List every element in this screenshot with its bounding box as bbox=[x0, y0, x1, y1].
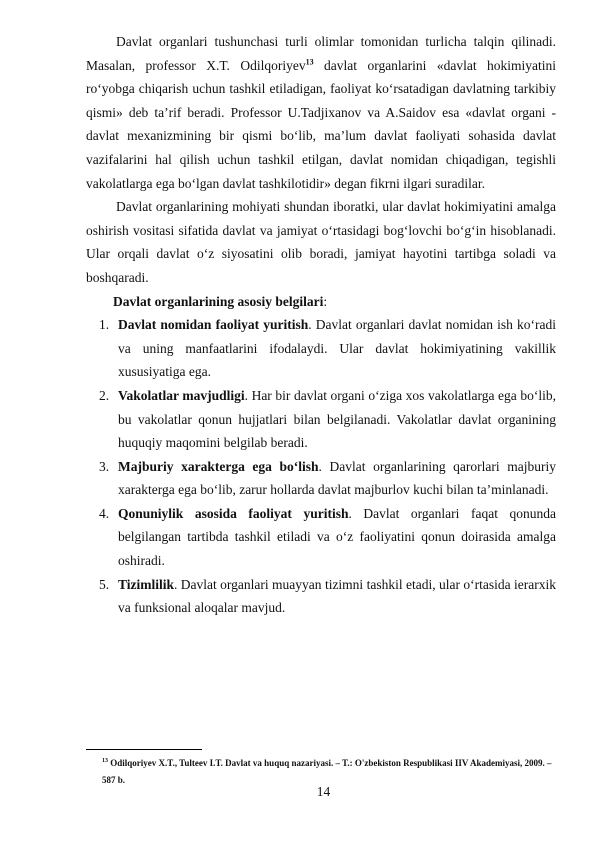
paragraph-essence: Davlat organlarining mohiyati shundan iboratki, ular davlat hokimiyatini amalga oshirish vositasi sifatida davlat va jamiyat o‘rtasidagi bog‘lovchi bo‘g‘in hisoblanadi. Ular orqali davlat o‘z siyosatini olib boradi, jamiyat hayotini tartibga soladi va boshqaradi. bbox=[86, 199, 556, 285]
list-item-number: 4. bbox=[99, 505, 110, 521]
list-item-term: Majburiy xarakterga ega bo‘lish bbox=[118, 458, 319, 474]
list-item bbox=[86, 455, 556, 502]
list-heading-text: Davlat organlarining asosiy belgilari bbox=[113, 293, 324, 309]
list-heading bbox=[86, 290, 556, 314]
page-number: 14 bbox=[316, 784, 331, 799]
list-item-term: Vakolatlar mavjudligi bbox=[118, 387, 245, 403]
page-body bbox=[86, 30, 556, 620]
list-item-number: 2. bbox=[99, 387, 110, 403]
footnote-marker: 13 bbox=[102, 758, 108, 764]
list-item-description: . Davlat organlari faqat qonunda belgilangan tartibda tashkil etiladi va o‘z faoliyatini qonun doirasida amalga oshiradi. bbox=[118, 505, 556, 569]
list-item-number: 1. bbox=[99, 317, 110, 333]
paragraph-text: davlat organlarini «davlat hokimiyatini ro‘yobga chiqarish uchun tashkil etiladigan, faoliyat ko‘rsatadigan davlatning tarkibiy qismi» deb ta’rif beradi. Professor U.Tadjixanov va A.Saidov esa «davlat organi - davlat mexanizmining bir qismi bo‘lib, ma’lum davlat faoliyati sohasida davlat vazifalarini hal qilish uchun tashkil etilgan, davlat nomidan chiqadigan, tegishli vakolatlarga ega bo‘lgan davlat tashkilotidir» degan fikrni ilgari suradilar. bbox=[86, 57, 557, 191]
paragraph-text: Davlat organlari tushunchasi turli olimlar tomonidan turlicha talqin qilinadi. Masalan, professor X.T. Odilqoriyev bbox=[86, 34, 556, 73]
list-item-description: . Davlat organlari muayyan tizimni tashkil etadi, ular o‘rtasida ierarxik va funksional aloqalar mavjud. bbox=[118, 576, 556, 616]
footnote-divider bbox=[86, 749, 202, 750]
list-heading-colon: : bbox=[323, 293, 328, 309]
list-item-description: . Davlat organlari davlat nomidan ish ko‘radi va uning manfaatlarini ifodalaydi. Ular davlat hokimiyatining vakillik xususiyatiga ega. bbox=[118, 317, 556, 380]
list-item-description: . Har bir davlat organi o‘ziga xos vakolatlarga ega bo‘lib, bu vakolatlar qonun hujjatlari bilan belgilanadi. Vakolatlar davlat organining huquqiy maqomini belgilab beradi. bbox=[118, 387, 556, 451]
features-list bbox=[86, 313, 556, 620]
list-item-number: 3. bbox=[99, 458, 110, 474]
list-item-number: 5. bbox=[99, 576, 110, 592]
footnote-reference[interactable]: 13 bbox=[305, 57, 314, 67]
list-item-term: Qonuniylik asosida faoliyat yuritish bbox=[118, 505, 349, 521]
list-item-description: . Davlat organlarining qarorlari majburiy xarakterga ega bo‘lib, zarur hollarda davlat majburlov kuchi bilan ta’minlanadi. bbox=[118, 458, 556, 498]
list-item-term: Tizimlilik bbox=[118, 576, 175, 592]
list-item bbox=[86, 573, 556, 620]
list-item-term: Davlat nomidan faoliyat yuritish bbox=[118, 317, 309, 333]
list-item bbox=[86, 502, 556, 573]
footnote-text: Odilqoriyev X.T., Tulteev I.T. Davlat va huquq nazariyasi. – T.: O'zbekiston Respublikasi IIV Akademiyasi, 2009. – 587 b. bbox=[102, 758, 552, 785]
paragraph-definitions bbox=[86, 30, 556, 195]
list-item bbox=[86, 384, 556, 455]
list-item bbox=[86, 313, 556, 384]
